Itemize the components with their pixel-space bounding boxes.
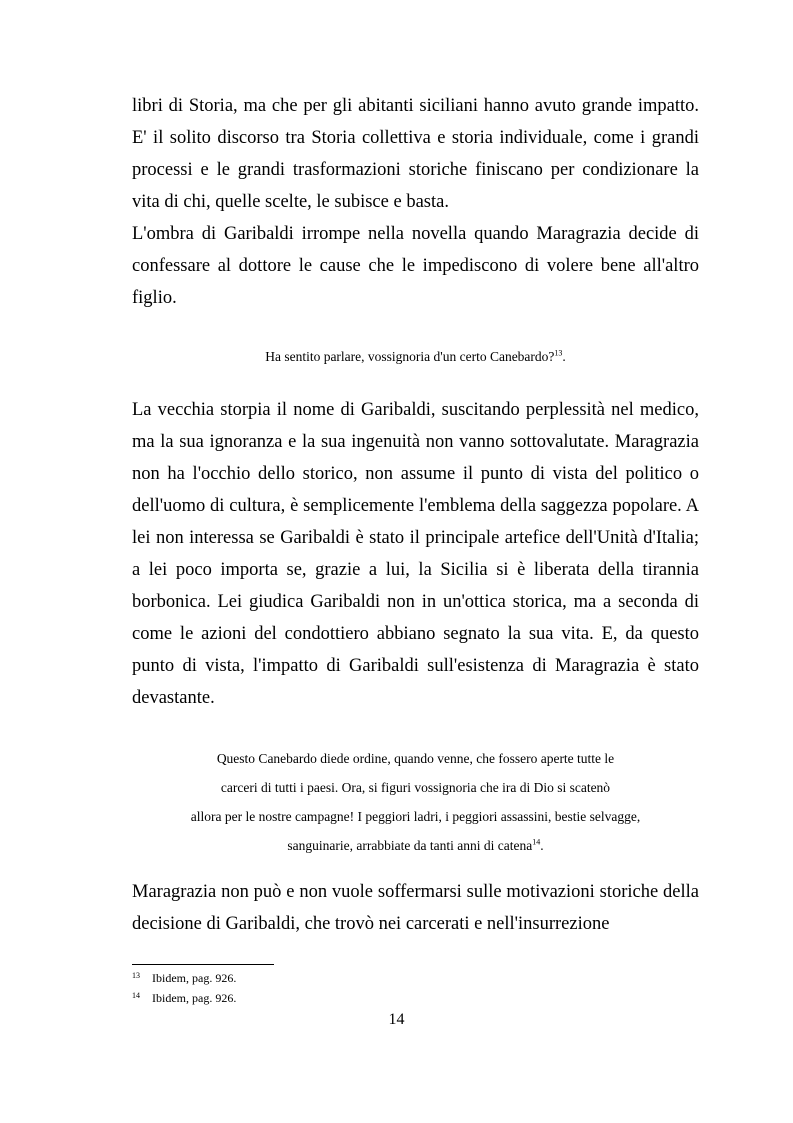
body-paragraph: L'ombra di Garibaldi irrompe nella novella quando Maragrazia decide di confessare al dottore le cause che le impediscono di volere bene all'altro figlio. — [132, 224, 699, 308]
body-paragraph: libri di Storia, ma che per gli abitanti siciliani hanno avuto grande impatto. E' il solito discorso tra Storia collettiva e storia individuale, come i grandi processi e le grandi trasformazioni storiche finiscano per condizionare la vita di chi, quelle scelte, le subisce e basta. — [132, 96, 699, 212]
quote-text: Ha sentito parlare, vossignoria d'un certo Canebardo? — [265, 349, 555, 364]
footnote-reference[interactable]: 13 — [554, 348, 563, 358]
page-number: 14 — [388, 1011, 405, 1028]
body-paragraph: La vecchia storpia il nome di Garibaldi, suscitando perplessità nel medico, ma la sua ignoranza e la sua ingenuità non vanno sottovalutate. Maragrazia non ha l'occhio dello storico, non assume il punto di vista del politico o dell'uomo di cultura, è semplicemente l'emblema della saggezza popolare. A lei non interessa se Garibaldi è stato il principale artefice dell'Unità d'Italia; a lei poco importa se, grazie a lui, la Sicilia si è liberata della tirannia borbonica. Lei giudica Garibaldi non in un'ottica storica, ma a seconda di come le azioni del condottiero abbiano segnato la sua vita. E, da questo punto di vista, l'impatto di Garibaldi sull'esistenza di Maragrazia è stato devastante. — [132, 400, 699, 708]
quote-line: Questo Canebardo diede ordine, quando venne, che fossero aperte tutte le — [216, 751, 615, 766]
quote-text: sanguinarie, arrabbiate da tanti anni di catena — [287, 838, 533, 853]
quote-line-last — [132, 831, 699, 860]
footnote — [132, 987, 699, 1007]
body-paragraph: Maragrazia non può e non vuole soffermarsi sulle motivazioni storiche della decisione di Garibaldi, che trovò nei carcerati e nell'insurrezione — [132, 882, 699, 934]
footnote-text: Ibidem, pag. 926. — [152, 991, 237, 1005]
quote-end-punctuation: . — [540, 838, 544, 853]
footnote-separator — [132, 964, 274, 965]
block-quote — [132, 744, 699, 860]
footnote-number: 13 — [132, 971, 140, 980]
quote-line: allora per le nostre campagne! I peggiori ladri, i peggiori assassini, bestie selvagge, — [190, 809, 641, 824]
footnotes — [132, 967, 699, 1007]
footnote — [132, 967, 699, 987]
quote-line: carceri di tutti i paesi. Ora, si figuri vossignoria che ira di Dio si scatenò — [220, 780, 611, 795]
footnote-number: 14 — [132, 991, 140, 1000]
footnote-reference[interactable]: 14 — [532, 837, 541, 847]
quote-end-punctuation: . — [562, 349, 566, 364]
footnote-text: Ibidem, pag. 926. — [152, 971, 237, 985]
block-quote — [132, 342, 699, 371]
